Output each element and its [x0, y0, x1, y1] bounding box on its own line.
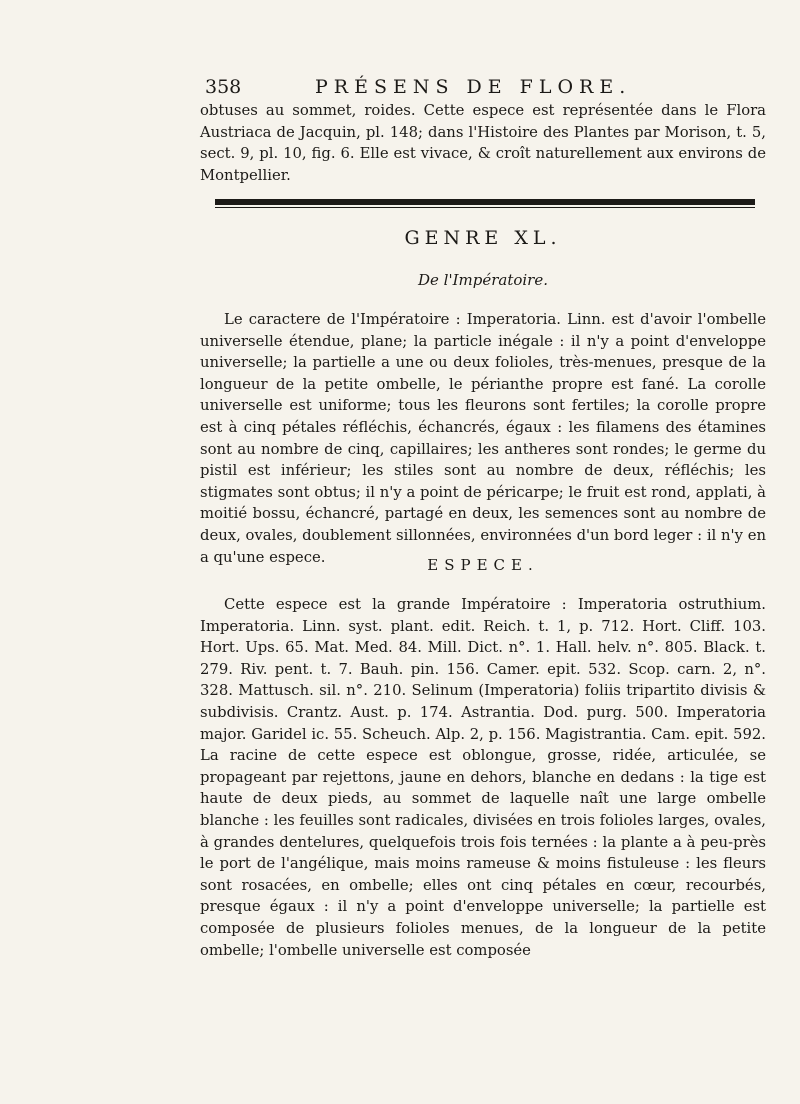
species-paragraph [200, 594, 766, 961]
genus-character-text: Le caractere de l'Impératoire : Imperatoria. Linn. est d'avoir l'ombelle universelle étendue, plane; la particle inégale : il n'y a point d'enveloppe universelle; la partielle a une ou deux folioles, très-menues, presque de la longueur de la petite ombelle, le périanthe propre est fané. La corolle universelle est uniforme; tous les fleurons sont fertiles; la corolle propre est à cinq pétales réfléchis, échancrés, égaux : les filamens des étamines sont au nombre de cinq, capillaires; les antheres sont rondes; le germe du pistil est inférieur; les stiles sont au nombre de deux, réfléchis; les stigmates sont obtus; il n'y a point de péricarpe; le fruit est rond, applati, à moitié bossu, échancré, partagé en deux, les semences sont au nombre de deux, ovales, doublement sillonnées, environnées d'un bord leger : il n'y en a qu'une espece. [200, 311, 766, 566]
intro-text: obtuses au sommet, roides. Cette espece est représentée dans le Flora Austriaca de Jacquin, pl. 148; dans l'Histoire des Plantes par Morison, t. 5, sect. 9, pl. 10, fig. 6. Elle est vivace, & croît naturellement aux environs de Montpellier. [200, 102, 766, 184]
page-header [205, 76, 765, 102]
section-rule [215, 199, 755, 205]
species-text: Cette espece est la grande Impératoire : Imperatoria ostruthium. Imperatoria. Linn. syst. plant. edit. Reich. t. 1, p. 712. Hort. Cliff. 103. Hort. Ups. 65. Mat. Med. 84. Mill. Dict. n°. 1. Hall. helv. n°. 805. Black. t. 279. Riv. pent. t. 7. Bauh. pin. 156. Camer. epit. 532. Scop. carn. 2, n°. 328. Mattusch. sil. n°. 210. Selinum (Imperatoria) foliis tripartito divisis & subdivisis. Crantz. Aust. p. 174. Astrantia. Dod. purg. 500. Imperatoria major. Garidel ic. 55. Scheuch. Alp. 2, p. 156. Magistrantia. Cam. epit. 592. La racine de cette espece est oblongue, grosse, ridée, articulée, se propageant par rejettons, jaune en dehors, blanche en dedans : la tige est haute de deux pieds, au sommet de laquelle naît une large ombelle blanche : les feuilles sont radicales, divisées en trois folioles larges, ovales, à grandes dentelures, quelquefois trois fois ternées : la plante a à peu-près le port de l'angélique, mais moins rameuse & moins fistuleuse : les fleurs sont rosacées, en ombelle; elles ont cinq pétales en cœur, recourbés, presque égaux : il n'y a point d'enveloppe universelle; la partielle est composée de plusieurs folioles menues, de la longueur de la petite ombelle; l'ombelle universelle est composée [200, 596, 766, 959]
genus-heading: GENRE XL. [404, 227, 562, 249]
intro-paragraph [200, 100, 766, 186]
page-number: 358 [205, 76, 242, 98]
running-title: PRÉSENS DE FLORE. [315, 76, 632, 98]
genus-subheading: De l'Impératoire. [417, 271, 548, 289]
species-heading: ESPECE. [427, 556, 539, 574]
genus-character-paragraph [200, 309, 766, 568]
